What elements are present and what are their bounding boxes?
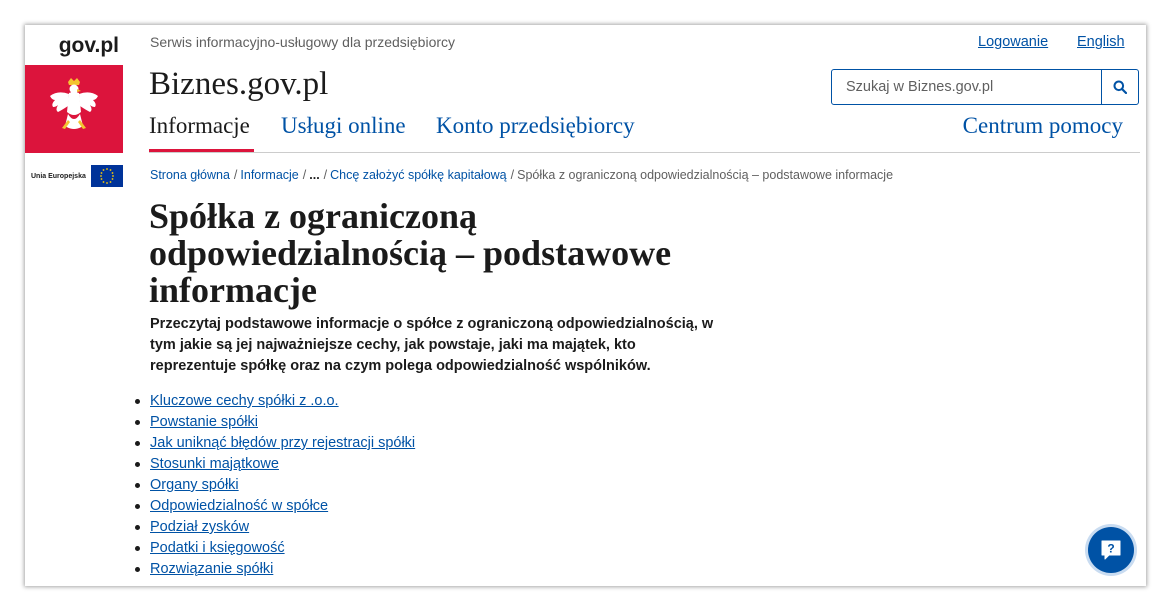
white-eagle-icon <box>46 76 102 142</box>
help-chat-button[interactable] <box>1088 527 1134 573</box>
lead-paragraph: Przeczytaj podstawowe informacje o spółce z ograniczoną odpowiedzialnością, w tym jakie są jej najważniejsze cechy, jak powstaje, jaki ma majątek, kto reprezentuje spółkę oraz na czym polega odpowiedzialność wspólników. <box>150 316 714 374</box>
polish-emblem-logo[interactable] <box>25 65 123 153</box>
site-tagline: Serwis informacyjno-usługowy dla przedsiębiorcy <box>150 34 456 50</box>
table-of-contents <box>150 391 415 580</box>
eu-flag-icon <box>91 165 123 187</box>
help-icon <box>1099 538 1123 562</box>
toc-item <box>150 559 415 580</box>
toc-link-stosunki-majatkowe[interactable]: Stosunki majątkowe <box>150 456 279 472</box>
toc-link-podatki[interactable]: Podatki i księgowość <box>150 540 285 556</box>
toc-link-podzial-zyskow[interactable]: Podział zysków <box>150 519 250 535</box>
site-title[interactable]: Biznes.gov.pl <box>149 66 329 102</box>
breadcrumb-current: Spółka z ograniczoną odpowiedzialnością – podstawowe informacje <box>517 168 894 182</box>
toc-item <box>150 412 415 433</box>
breadcrumb-informacje[interactable]: Informacje <box>240 168 299 182</box>
toc-item <box>150 433 415 454</box>
toc-link-rozwiazanie[interactable]: Rozwiązanie spółki <box>150 561 274 577</box>
login-link[interactable]: Logowanie <box>978 34 1049 50</box>
eu-label: Unia Europejska <box>31 172 86 180</box>
page-title: Spółka z ograniczoną odpowiedzialnością – podstawowe informacje <box>149 196 672 310</box>
page-frame <box>25 25 1146 586</box>
toc-item <box>150 391 415 412</box>
toc-link-bledy-rejestracji[interactable]: Jak uniknąć błędów przy rejestracji spółki <box>150 435 416 451</box>
breadcrumb: Strona główna / Informacje / ... / Chcę założyć spółkę kapitałową / Spółka z ograniczoną odpowiedzialnością – podstawowe informacje <box>150 168 894 182</box>
breadcrumb-ellipsis[interactable]: ... <box>309 168 320 182</box>
toc-link-organy[interactable]: Organy spółki <box>150 477 239 493</box>
toc-link-odpowiedzialnosc[interactable]: Odpowiedzialność w spółce <box>150 498 329 514</box>
nav-item-informacje[interactable]: Informacje <box>149 113 250 138</box>
help-center-link[interactable]: Centrum pomocy <box>962 113 1123 138</box>
toc-item <box>150 538 415 559</box>
eu-badge <box>25 165 123 187</box>
toc-item <box>150 475 415 496</box>
toc-item <box>150 517 415 538</box>
search-icon <box>1113 80 1127 94</box>
nav-item-konto-przedsiebiorcy[interactable]: Konto przedsiębiorcy <box>436 113 635 138</box>
nav-item-uslugi-online[interactable]: Usługi online <box>281 113 406 138</box>
search-box <box>831 69 1139 105</box>
breadcrumb-home[interactable]: Strona główna <box>150 168 230 182</box>
nav-divider <box>149 152 1140 153</box>
svg-text:?: ? <box>1107 541 1115 556</box>
toc-item <box>150 454 415 475</box>
toc-link-powstanie[interactable]: Powstanie spółki <box>150 414 258 430</box>
toc-item <box>150 496 415 517</box>
govpl-logo[interactable]: gov.pl <box>58 34 119 57</box>
search-input[interactable] <box>832 70 1101 104</box>
breadcrumb-spolka-kapitalowa[interactable]: Chcę założyć spółkę kapitałową <box>330 168 507 182</box>
search-button[interactable] <box>1101 70 1138 104</box>
language-english-link[interactable]: English <box>1077 34 1125 50</box>
toc-link-kluczowe-cechy[interactable]: Kluczowe cechy spółki z .o.o. <box>150 393 339 409</box>
